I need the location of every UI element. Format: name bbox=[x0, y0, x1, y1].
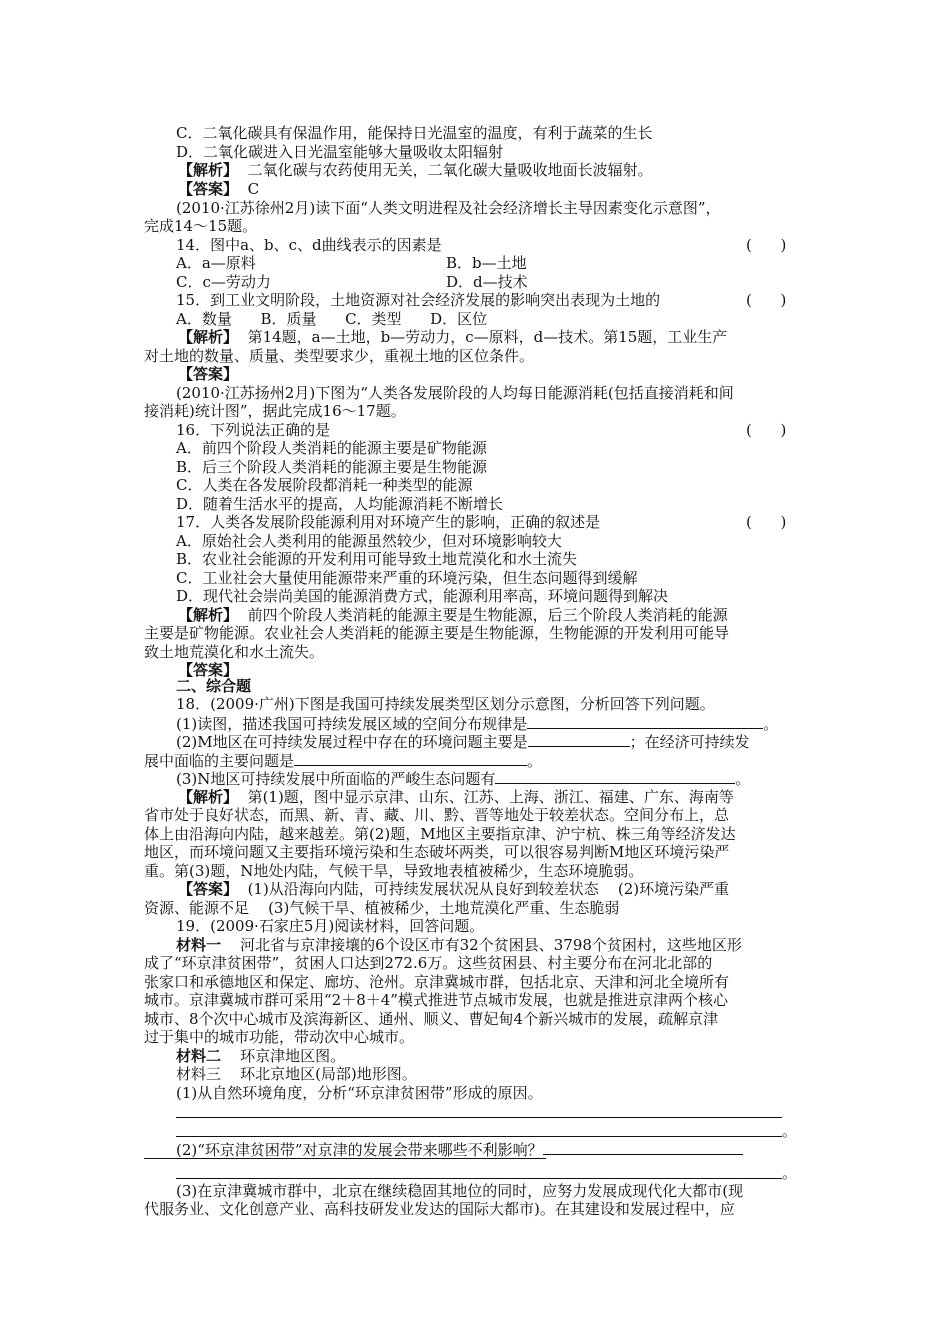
q15-options: A．数量 B．质量 C．类型 D．区位 bbox=[176, 310, 488, 328]
answer-line[interactable] bbox=[176, 1117, 782, 1118]
q17-answer-paren: ( ) bbox=[746, 513, 787, 531]
period: 。 bbox=[763, 715, 779, 733]
answer-blank[interactable] bbox=[294, 751, 527, 766]
analysis-label: 【解析】 bbox=[178, 161, 239, 179]
group-16-17-analysis-2: 主要是矿物能源。农业社会人类消耗的能源主要是生物能源，生物能源的开发利用可能导 bbox=[144, 624, 730, 642]
material-label: 材料一 bbox=[176, 936, 222, 954]
group-16-17-intro-1: (2010·江苏扬州2月)下图为“人类各发展阶段的人均每日能源消耗(包括直接消耗和间 bbox=[176, 384, 734, 402]
group-16-17-intro-2: 接消耗)统计图”，据此完成16～17题。 bbox=[144, 402, 406, 420]
q18-part-3 bbox=[176, 769, 750, 788]
q19-material-3: 材料三 环北京地区(局部)地形图。 bbox=[176, 1065, 417, 1083]
q18-stem: 18．(2009·广州)下图是我国可持续发展类型区划分示意图，分析回答下列问题。 bbox=[176, 695, 715, 713]
period: 。 bbox=[782, 1164, 798, 1182]
answer-text: (1)从沿海向内陆，可持续发展状况从良好到较差状态 (2)环境污染严重 bbox=[247, 880, 730, 898]
answer-blank[interactable] bbox=[543, 1140, 743, 1155]
period: 。 bbox=[735, 770, 751, 788]
group-14-15-intro-1: (2010·江苏徐州2月)读下面“人类文明进程及社会经济增长主导因素变化示意图”， bbox=[176, 199, 721, 217]
q16-option-b: B．后三个阶段人类消耗的能源主要是生物能源 bbox=[176, 458, 488, 476]
q19-stem: 19．(2009·石家庄5月)阅读材料，回答问题。 bbox=[176, 917, 485, 935]
answer-label: 【答案】 bbox=[178, 365, 239, 383]
q19-material-1-line-2: 成了“环京津贫困带”，贫困人口达到272.6万。这些贫困县、村主要分布在河北北部的 bbox=[144, 954, 713, 972]
answer-blank[interactable] bbox=[528, 732, 630, 747]
q16-stem: 16．下列说法正确的是 bbox=[176, 421, 331, 439]
q19-part-1: (1)从自然环境角度，分析“环京津贫困带”形成的原因。 bbox=[176, 1084, 543, 1102]
q14-option-a: A．a—原料 bbox=[176, 254, 256, 272]
q18-analysis-2: 省市处于良好状态，而黑、新、青、藏、川、黔、晋等地处于较差状态。空间分布上，总 bbox=[144, 806, 730, 824]
q14-stem: 14．图中a、b、c、d曲线表示的因素是 bbox=[176, 236, 442, 254]
q18-analysis-1 bbox=[178, 788, 734, 807]
q16-option-c: C．人类在各发展阶段都消耗一种类型的能源 bbox=[176, 476, 473, 494]
answer-line[interactable] bbox=[176, 1136, 782, 1137]
q19-material-1-line-4: 城市。京津冀城市群可采用“2＋8＋4”模式推进节点城市发展，也就是推进京津两个核心 bbox=[144, 991, 728, 1009]
q18-part-2-cont bbox=[144, 751, 542, 770]
q17-option-d: D．现代社会崇尚美国的能源消费方式，能源利用率高，环境问题得到解决 bbox=[176, 587, 669, 605]
q18-part-2-text-c: 展中面临的主要问题是 bbox=[144, 752, 295, 770]
q19-material-1-line-1 bbox=[176, 936, 742, 955]
group-14-15-analysis-2: 对土地的数量、质量、类型要求少，重视土地的区位条件。 bbox=[144, 347, 535, 365]
q17-option-b: B．农业社会能源的开发利用可能导致土地荒漠化和水土流失 bbox=[176, 550, 578, 568]
q18-analysis-5: 重。第(3)题，N地处内陆，气候干旱，导致地表植被稀少，生态环境脆弱。 bbox=[144, 862, 644, 880]
q18-analysis-3: 体上由沿海向内陆，越来越差。第(2)题，M地区主要指京津、沪宁杭、株三角等经济发达 bbox=[144, 825, 736, 843]
period: 。 bbox=[527, 752, 543, 770]
q16-answer-paren: ( ) bbox=[746, 421, 787, 439]
group-14-15-intro-2: 完成14～15题。 bbox=[144, 217, 258, 235]
q18-answer-2: 资源、能源不足 (3)气候干旱、植被稀少，土地荒漠化严重、生态脆弱 bbox=[144, 899, 620, 917]
q19-material-1-line-6: 过于集中的城市功能，带动次中心城市。 bbox=[144, 1028, 415, 1046]
q13-analysis bbox=[178, 161, 653, 180]
q18-analysis-4: 地区，而环境问题又主要指环境污染和生态破坏两类，可以很容易判断M地区环境污染严 bbox=[144, 843, 730, 861]
q14-option-c: C．c—劳动力 bbox=[176, 273, 271, 291]
q13-answer bbox=[178, 180, 259, 199]
q18-part-2 bbox=[176, 732, 750, 751]
analysis-label: 【解析】 bbox=[178, 788, 239, 806]
period: 。 bbox=[782, 1122, 798, 1140]
q18-part-2-text-b: ；在经济可持续发 bbox=[629, 733, 750, 751]
group-14-15-analysis-1 bbox=[178, 328, 727, 347]
q14-option-d: D．d—技术 bbox=[446, 273, 528, 291]
material-text: 河北省与京津接壤的6个设区市有32个贫困县、3798个贫困村，这些地区形 bbox=[240, 936, 742, 954]
group-16-17-analysis-3: 致土地荒漠化和水土流失。 bbox=[144, 643, 325, 661]
q18-part-3-text: (3)N地区可持续发展中所面临的严峻生态问题有 bbox=[176, 770, 496, 788]
q17-stem: 17．人类各发展阶段能源利用对环境产生的影响，正确的叙述是 bbox=[176, 513, 601, 531]
q19-part-2 bbox=[176, 1140, 743, 1159]
analysis-text: 第(1)题，图中显示京津、山东、江苏、上海、浙江、福建、广东、海南等 bbox=[247, 788, 734, 806]
group-14-15-answer bbox=[178, 365, 238, 384]
analysis-label: 【解析】 bbox=[178, 328, 239, 346]
q18-part-1-text: (1)读图，描述我国可持续发展区域的空间分布规律是 bbox=[176, 715, 528, 733]
analysis-text: 前四个阶段人类消耗的能源主要是生物能源，后三个阶段人类消耗的能源 bbox=[247, 606, 728, 624]
q19-part-3-line-1: (3)在京津冀城市群中，北京在继续稳固其地位的同时，应努力发展成现代化大都市(现 bbox=[176, 1182, 744, 1200]
answer-line[interactable] bbox=[144, 1158, 546, 1159]
q16-option-d: D．随着生活水平的提高，人均能源消耗不断增长 bbox=[176, 495, 504, 513]
analysis-text: 第14题，a—土地，b—劳动力，c—原料，d—技术。第15题，工业生产 bbox=[247, 328, 728, 346]
answer-line[interactable] bbox=[176, 1178, 782, 1179]
q19-material-1-line-3: 张家口和承德地区和保定、廊坊、沧州。京津冀城市群，包括北京、天津和河北全境所有 bbox=[144, 973, 730, 991]
q19-material-2 bbox=[176, 1047, 345, 1066]
analysis-text: 二氧化碳与农药使用无关，二氧化碳大量吸收地面长波辐射。 bbox=[247, 161, 653, 179]
q19-part-2-text: (2)“环京津贫困带”对京津的发展会带来哪些不利影响？ bbox=[176, 1141, 543, 1159]
answer-label: 【答案】 bbox=[178, 180, 239, 198]
analysis-label: 【解析】 bbox=[178, 606, 239, 624]
q15-answer-paren: ( ) bbox=[746, 291, 787, 309]
answer-label: 【答案】 bbox=[178, 661, 239, 679]
q13-option-c: C．二氧化碳具有保温作用，能保持日光温室的温度，有利于蔬菜的生长 bbox=[176, 124, 653, 142]
answer-blank[interactable] bbox=[527, 714, 763, 729]
q19-part-3-line-2: 代服务业、文化创意产业、高科技研发业发达的国际大都市)。在其建设和发展过程中，应 bbox=[144, 1200, 735, 1218]
section-heading: 二、综合题 bbox=[176, 677, 252, 695]
q18-answer-1 bbox=[178, 880, 729, 899]
q19-material-1-line-5: 城市、8个次中心城市及滨海新区、通州、顺义、曹妃甸4个新兴城市的发展，疏解京津 bbox=[144, 1010, 719, 1028]
q13-option-d: D．二氧化碳进入日光温室能够大量吸收太阳辐射 bbox=[176, 143, 504, 161]
q17-option-c: C．工业社会大量使用能源带来严重的环境污染，但生态问题得到缓解 bbox=[176, 569, 638, 587]
answer-blank[interactable] bbox=[495, 769, 735, 784]
q14-option-b: B．b—土地 bbox=[446, 254, 527, 272]
material-label: 材料二 bbox=[176, 1047, 222, 1065]
group-16-17-analysis-1 bbox=[178, 606, 728, 625]
answer-label: 【答案】 bbox=[178, 880, 239, 898]
q18-part-2-text: (2)M地区在可持续发展过程中存在的环境问题主要是 bbox=[176, 733, 528, 751]
q14-answer-paren: ( ) bbox=[746, 236, 787, 254]
q18-part-1 bbox=[176, 714, 778, 733]
q17-option-a: A．原始社会人类利用的能源虽然较少，但对环境影响较大 bbox=[176, 532, 562, 550]
q16-option-a: A．前四个阶段人类消耗的能源主要是矿物能源 bbox=[176, 439, 487, 457]
material-text: 环京津地区图。 bbox=[240, 1047, 346, 1065]
answer-text: C bbox=[247, 180, 260, 198]
q15-stem: 15．到工业文明阶段，土地资源对社会经济发展的影响突出表现为土地的 bbox=[176, 291, 661, 309]
